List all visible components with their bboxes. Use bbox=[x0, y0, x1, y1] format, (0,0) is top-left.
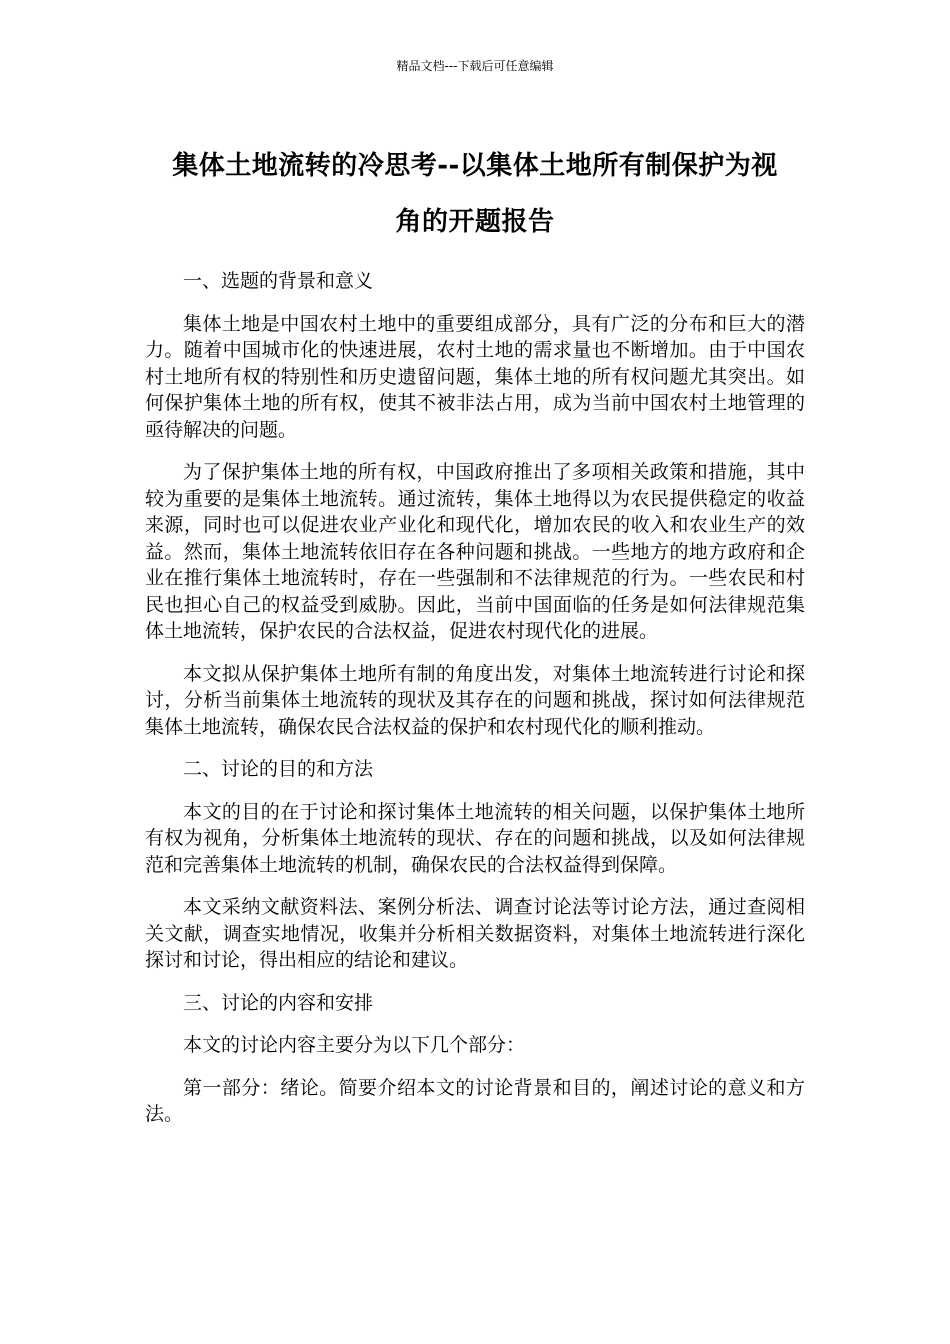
paragraph: 第一部分：绪论。简要介绍本文的讨论背景和目的，阐述讨论的意义和方法。 bbox=[145, 1076, 805, 1125]
paragraph: 本文的目的在于讨论和探讨集体土地流转的相关问题，以保护集体土地所有权为视角，分析集体土地流转的现状、存在的问题和挑战，以及如何法律规范和完善集体土地流转的机制，确保农民的合法权益得到保障。 bbox=[145, 800, 805, 876]
section-heading-3: 三、讨论的内容和安排 bbox=[183, 991, 374, 1014]
section-heading-2: 二、讨论的目的和方法 bbox=[183, 758, 374, 780]
paragraph: 为了保护集体土地的所有权，中国政府推出了多项相关政策和措施，其中较为重要的是集体土地流转。通过流转，集体土地得以为农民提供稳定的收益来源，同时也可以促进农业产业化和现代化，增加农民的收入和农业生产的效益。然而，集体土地流转依旧存在各种问题和挑战。一些地方的地方政府和企业在推行集体土地流转时，存在一些强制和不法律规范的行为。一些农民和村民也担心自己的权益受到威胁。因此，当前中国面临的任务是如何法律规范集体土地流转，保护农民的合法权益，促进农村现代化的进展。 bbox=[145, 461, 805, 642]
document-title bbox=[140, 138, 810, 250]
header-note: 精品文档---下载后可任意编辑 bbox=[396, 59, 554, 73]
title-line-2: 角的开题报告 bbox=[395, 207, 555, 237]
document-body bbox=[145, 268, 805, 1144]
paragraph: 本文拟从保护集体土地所有制的角度出发，对集体土地流转进行讨论和探讨，分析当前集体土地流转的现状及其存在的问题和挑战，探讨如何法律规范集体土地流转，确保农民合法权益的保护和农村现代化的顺利推动。 bbox=[145, 662, 805, 738]
paragraph: 本文采纳文献资料法、案例分析法、调查讨论法等讨论方法，通过查阅相关文献，调查实地情况，收集并分析相关数据资料，对集体土地流转进行深化探讨和讨论，得出相应的结论和建议。 bbox=[145, 896, 805, 971]
paragraph: 集体土地是中国农村土地中的重要组成部分，具有广泛的分布和巨大的潜力。随着中国城市化的快速进展，农村土地的需求量也不断增加。由于中国农村土地所有权的特别性和历史遗留问题，集体土地的所有权问题尤其突出。如何保护集体土地的所有权，使其不被非法占用，成为当前中国农村土地管理的亟待解决的问题。 bbox=[145, 312, 805, 441]
section-heading-1: 一、选题的背景和意义 bbox=[183, 270, 374, 292]
title-line-1: 集体土地流转的冷思考--以集体土地所有制保护为视 bbox=[172, 151, 778, 181]
paragraph: 本文的讨论内容主要分为以下几个部分： bbox=[183, 1034, 526, 1056]
